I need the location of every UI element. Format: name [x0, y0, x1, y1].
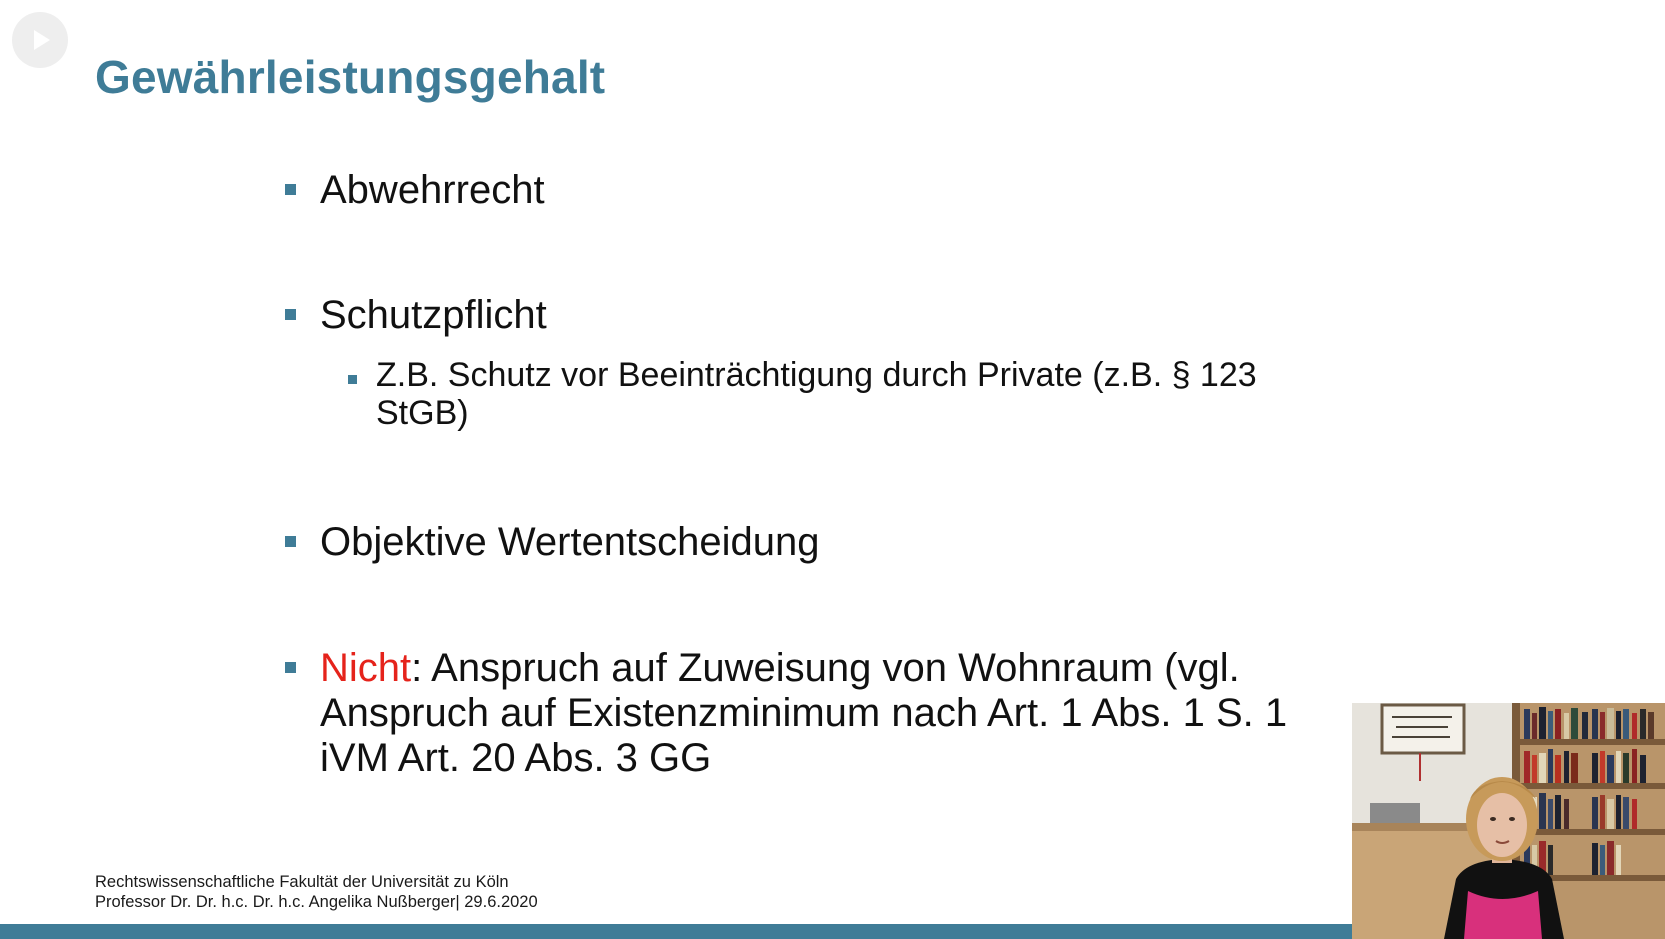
- bullet-text-line-3: iVM Art. 20 Abs. 3 GG: [320, 736, 712, 780]
- bullet-marker: [285, 184, 296, 195]
- bullet-text: Objektive Wertentscheidung: [320, 520, 820, 564]
- bullet-marker: [285, 662, 296, 673]
- slide-footer: [95, 872, 538, 912]
- play-button[interactable]: [12, 12, 68, 68]
- sub-bullet-marker: [348, 375, 357, 384]
- bullet-text: Schutzpflicht: [320, 293, 547, 337]
- bullet-text-line-1: [320, 646, 1240, 691]
- sub-bullet-line-2: StGB): [376, 394, 469, 432]
- footer-line-2: Professor Dr. Dr. h.c. Dr. h.c. Angelika Nußberger| 29.6.2020: [95, 893, 538, 911]
- highlight-nicht: Nicht: [320, 646, 412, 690]
- bullet-marker: [285, 309, 296, 320]
- sub-bullet-line-1: Z.B. Schutz vor Beeinträchtigung durch Private (z.B. § 123: [376, 356, 1257, 394]
- bullet-marker: [285, 536, 296, 547]
- webcam-video-feed: [1352, 703, 1665, 939]
- webcam-image: [1352, 703, 1665, 939]
- bullet-text-line-2: Anspruch auf Existenzminimum nach Art. 1 Abs. 1 S. 1: [320, 691, 1288, 735]
- bullet-text: Abwehrrecht: [320, 168, 545, 212]
- play-icon: [26, 26, 54, 54]
- footer-line-1: Rechtswissenschaftliche Fakultät der Universität zu Köln: [95, 873, 509, 891]
- slide-title: Gewährleistungsgehalt: [95, 51, 606, 103]
- bullet-text-rest: : Anspruch auf Zuweisung von Wohnraum (vgl.: [411, 646, 1240, 690]
